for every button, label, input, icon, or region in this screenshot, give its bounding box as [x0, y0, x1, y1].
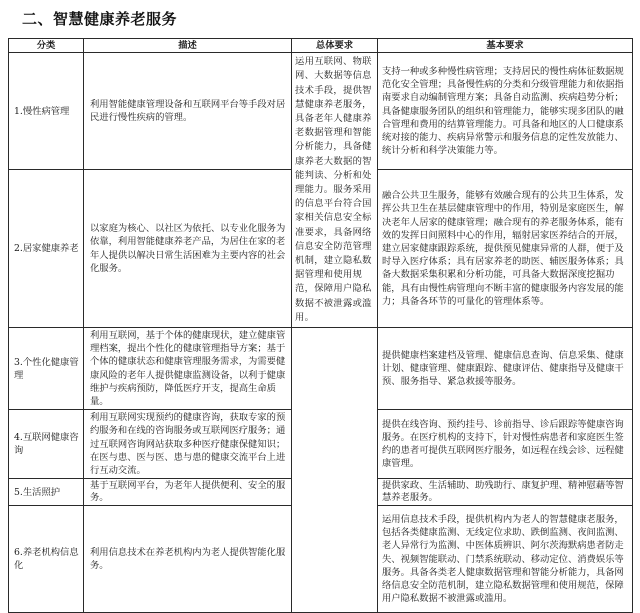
service-requirements-table	[8, 38, 633, 613]
row-description: 利用信息技术在养老机构内为老人提供智能化服务。	[84, 506, 292, 613]
row-category: 2.居家健康养老	[9, 170, 84, 328]
row-category: 3.个性化健康管理	[9, 328, 84, 410]
header-overall-requirement: 总体要求	[292, 39, 378, 53]
row-category: 6.养老机构信息化	[9, 506, 84, 613]
header-basic-requirement: 基本要求	[378, 39, 633, 53]
table-row	[9, 328, 633, 410]
overall-requirement-cell: 运用互联网、物联网、大数据等信息技术手段，提供智慧健康养老服务，具备老年人健康养老数据管理和智能分析能力，具备健康养老大数据的智能判读、分析和处理能力。服务采用的信息平台符合国家相关信息安全标准要求，具备网络信息安全防范管理机制，建立隐私数据管理和使用规范，保障用户隐私数据不被泄露或滥用。	[292, 53, 378, 328]
row-description: 利用互联网实现预约的健康咨询，获取专家的预约服务和在线的咨询服务或互联网医疗服务；通过互联网咨询网站获取多种医疗健康保健知识；在医与患、医与医、患与患的健康交流平台上进行互动交流。	[84, 410, 292, 479]
row-description: 利用互联网，基于个体的健康现状，建立健康管理档案，提出个性化的健康管理指导方案；基于个体的健康状态和健康管理服务需求，为需要健康风险的老年人提供健康监测设备，以利于健康维护与疾病预防，降低医疗开支，提高生命质量。	[84, 328, 292, 410]
row-category: 5.生活照护	[9, 479, 84, 506]
table-header-row	[9, 39, 633, 53]
row-category: 1.慢性病管理	[9, 53, 84, 170]
row-description: 基于互联网平台，为老年人提供便利、安全的服务。	[84, 479, 292, 506]
row-description: 利用智能健康管理设备和互联网平台等手段对居民进行慢性疾病的管理。	[84, 53, 292, 170]
row-basic-requirement: 融合公共卫生服务，能够有效融合现有的公共卫生体系，发挥公共卫生在基层健康管理中的作用，特别是家庭医生，解决老年人居家的健康管理；融合现有的养老服务体系，能有效的发挥日间照料中心的作用，辐射居家医养结合的开展，建立居家健康跟踪系统，提供预见健康异常的人群，便于及时导入医疗体系；具有居家养老的助医、辅医服务体系；具备大数据采集积累和分析功能，可具备大数据深度挖掘功能，具有由慢性病管理向不断丰富的健康服务内容发展的能力；具备各环节的可量化的管理体系等。	[378, 170, 633, 328]
row-basic-requirement: 支持一种或多种慢性病管理；支持居民的慢性病体征数据规范化安全管理；具备慢性病的分类和分级管理能力和依据指南要求自动编制管理方案；具备自动监测、疾病趋势分析；具备健康服务团队的组织和管理能力，能够实现多团队的融合管理和费用的结算管理能力。可具备和地区的人口健康系统对接的能力、疾病异常警示和服务信息的定性发放能力、统计分析和科学决策能力等。	[378, 53, 633, 170]
row-basic-requirement: 提供健康档案建档及管理、健康信息查询、信息采集、健康计划、健康管理、健康跟踪、健康评估、健康指导及健康干预、服务指导、紧急救援等服务。	[378, 328, 633, 410]
table-row	[9, 53, 633, 170]
header-category: 分类	[9, 39, 84, 53]
row-category: 4.互联网健康咨询	[9, 410, 84, 479]
header-description: 描述	[84, 39, 292, 53]
section-title: 二、智慧健康养老服务	[22, 10, 178, 28]
row-description: 以家庭为核心、以社区为依托、以专业化服务为依靠，利用智能健康养老产品，为居住在家的老年人提供以解决日常生活困难为主要内容的社会化服务。	[84, 170, 292, 328]
row-basic-requirement: 运用信息技术手段，提供机构内为老人的智慧健康老服务，包括各类健康监测、无线定位求助、跌倒监测、夜间监测、老人异常行为监测、中医体质辨识、阿尔茨海默病患者防走失、视频智能联动、门禁系统联动、移动定位、消费娱乐等服务。具备各类老人健康数据管理和智能分析能力，具备网络信息安全防范机制，建立隐私数据管理和使用规范，保障用户隐私数据不被泄露或滥用。	[378, 506, 633, 613]
row-basic-requirement: 提供家政、生活辅助、助残助行、康复护理、精神慰藉等智慧养老服务。	[378, 479, 633, 506]
row-basic-requirement: 提供在线咨询、预约挂号、诊前指导、诊后跟踪等健康咨询服务。在医疗机构的支持下，针对慢性病患者和家庭医生签约的患者可提供互联网医疗服务，如远程在线会诊、远程健康管理。	[378, 410, 633, 479]
overall-requirement-cell-continued	[292, 328, 378, 613]
